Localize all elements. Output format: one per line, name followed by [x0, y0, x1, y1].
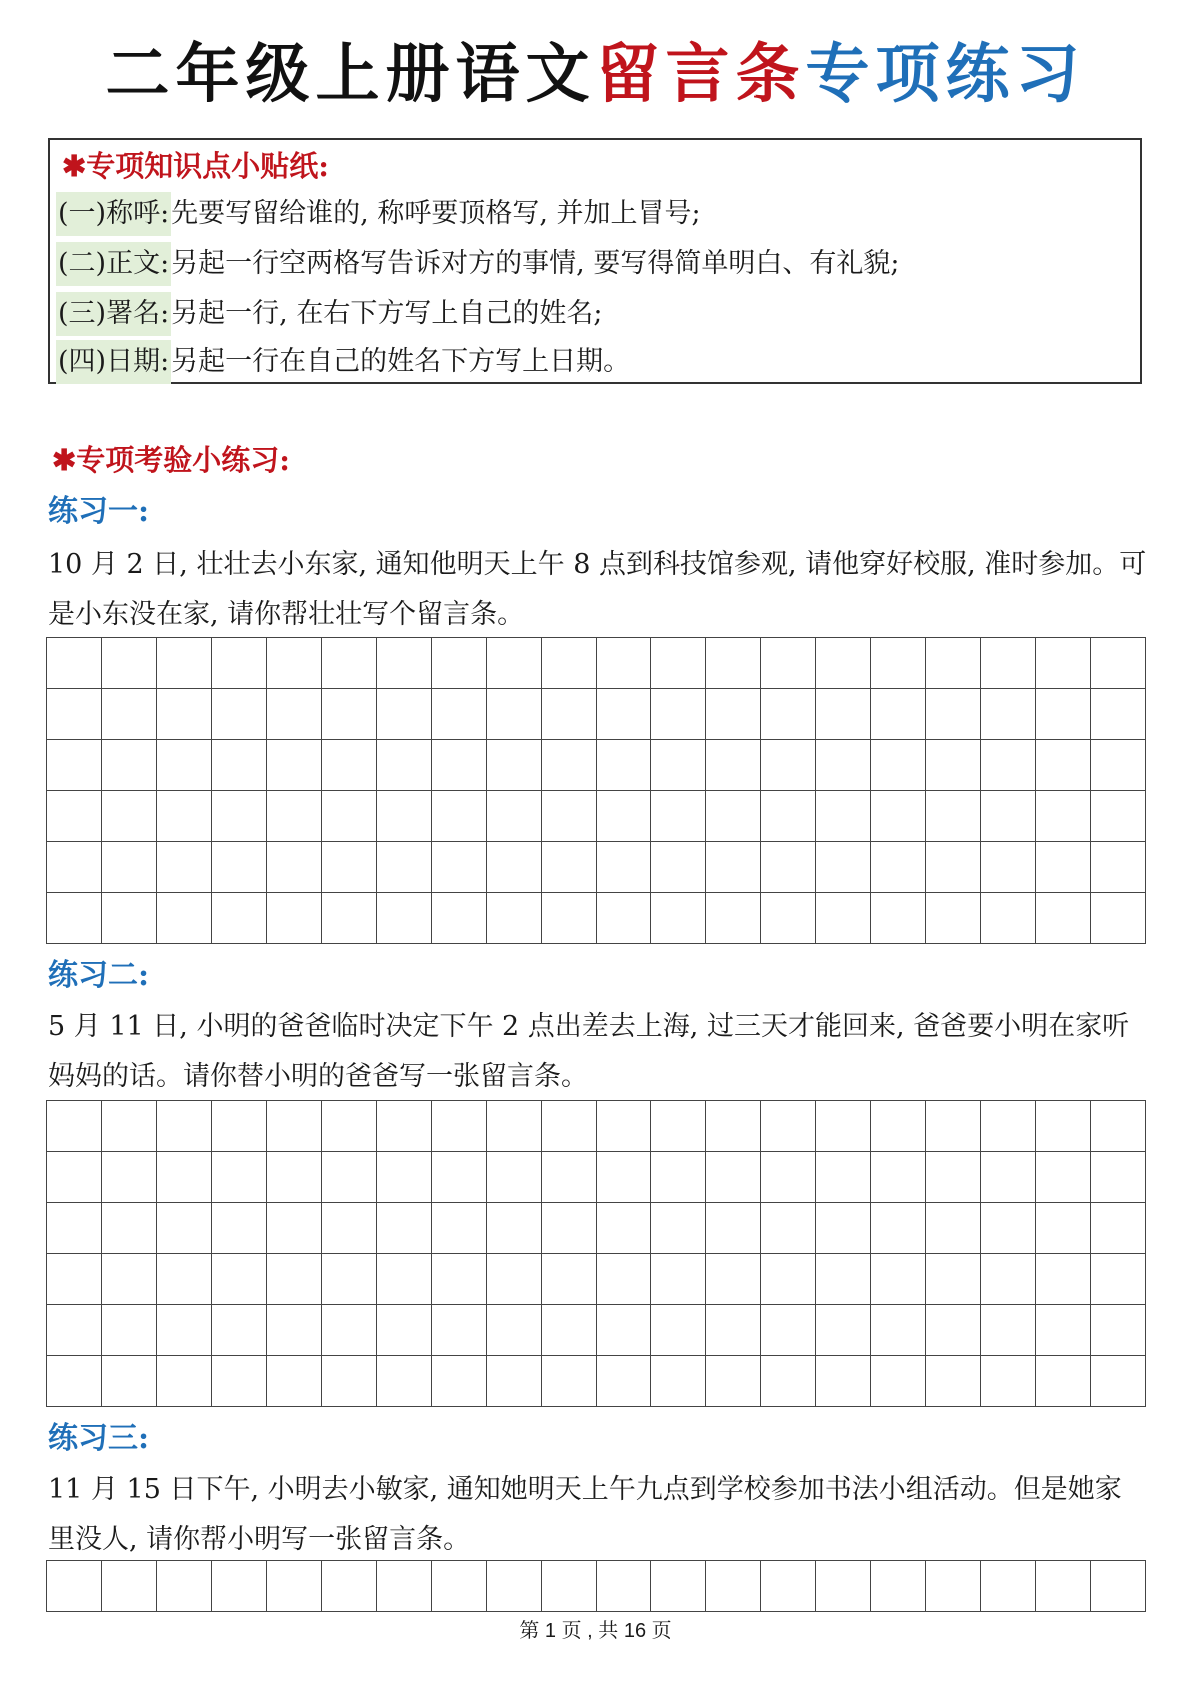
grid-cell[interactable]	[377, 791, 432, 842]
grid-cell[interactable]	[212, 1254, 267, 1305]
grid-cell[interactable]	[651, 893, 706, 944]
grid-cell[interactable]	[926, 842, 981, 893]
grid-cell[interactable]	[157, 791, 212, 842]
grid-cell[interactable]	[706, 1305, 761, 1356]
grid-cell[interactable]	[981, 740, 1036, 791]
grid-cell[interactable]	[487, 1356, 542, 1407]
grid-cell[interactable]	[651, 638, 706, 689]
grid-cell[interactable]	[816, 689, 871, 740]
grid-cell[interactable]	[651, 1356, 706, 1407]
grid-cell[interactable]	[871, 1254, 926, 1305]
grid-cell[interactable]	[1091, 1152, 1146, 1203]
grid-cell[interactable]	[542, 638, 597, 689]
grid-cell[interactable]	[102, 1305, 157, 1356]
grid-cell[interactable]	[1091, 740, 1146, 791]
grid-cell[interactable]	[981, 1305, 1036, 1356]
grid-cell[interactable]	[47, 791, 102, 842]
grid-cell[interactable]	[871, 1203, 926, 1254]
grid-cell[interactable]	[542, 1152, 597, 1203]
grid-cell[interactable]	[157, 740, 212, 791]
grid-cell[interactable]	[542, 1101, 597, 1152]
grid-cell[interactable]	[102, 791, 157, 842]
exercise-1-text: 10 月 2 日, 壮壮去小东家, 通知他明天上午 8 点到科技馆参观, 请他穿好校服, 准时参加。可是小东没在家, 请你帮壮壮写个留言条。	[48, 549, 1147, 630]
grid-cell[interactable]	[102, 893, 157, 944]
grid-cell[interactable]	[926, 893, 981, 944]
grid-cell[interactable]	[1091, 791, 1146, 842]
grid-cell[interactable]	[157, 1254, 212, 1305]
grid-cell[interactable]	[377, 740, 432, 791]
title-part-2: 留言条	[595, 38, 806, 112]
knowledge-item-text: 另起一行空两格写告诉对方的事情, 要写得简单明白、有礼貌;	[171, 248, 900, 279]
grid-cell[interactable]	[47, 1305, 102, 1356]
grid-cell[interactable]	[267, 1356, 322, 1407]
grid-cell[interactable]	[212, 1101, 267, 1152]
grid-cell[interactable]	[651, 740, 706, 791]
grid-cell[interactable]	[487, 842, 542, 893]
grid-cell[interactable]	[102, 1356, 157, 1407]
title-part-1: 二年级上册语文	[105, 38, 596, 112]
grid-cell[interactable]	[377, 638, 432, 689]
practice-heading: ✱专项考验小练习:	[52, 443, 291, 477]
grid-cell[interactable]	[651, 791, 706, 842]
grid-cell[interactable]	[377, 1356, 432, 1407]
grid-cell[interactable]	[542, 893, 597, 944]
grid-cell[interactable]	[542, 1305, 597, 1356]
grid-cell[interactable]	[47, 1152, 102, 1203]
grid-cell[interactable]	[432, 1305, 487, 1356]
grid-cell[interactable]	[102, 1101, 157, 1152]
grid-cell[interactable]	[816, 791, 871, 842]
grid-cell[interactable]	[981, 1254, 1036, 1305]
grid-cell[interactable]	[542, 1561, 597, 1612]
grid-cell[interactable]	[761, 1561, 816, 1612]
grid-cell[interactable]	[597, 689, 652, 740]
grid-cell[interactable]	[706, 1561, 761, 1612]
grid-cell[interactable]	[706, 1254, 761, 1305]
grid-cell[interactable]	[542, 689, 597, 740]
grid-cell[interactable]	[597, 842, 652, 893]
grid-cell[interactable]	[377, 1254, 432, 1305]
grid-cell[interactable]	[871, 740, 926, 791]
grid-cell[interactable]	[981, 893, 1036, 944]
grid-cell[interactable]	[267, 740, 322, 791]
grid-cell[interactable]	[487, 638, 542, 689]
grid-cell[interactable]	[981, 1152, 1036, 1203]
grid-cell[interactable]	[597, 791, 652, 842]
grid-cell[interactable]	[1091, 1356, 1146, 1407]
grid-cell[interactable]	[981, 791, 1036, 842]
knowledge-item-text: 先要写留给谁的, 称呼要顶格写, 并加上冒号;	[171, 198, 701, 229]
grid-cell[interactable]	[47, 1203, 102, 1254]
grid-cell[interactable]	[761, 1152, 816, 1203]
grid-cell[interactable]	[377, 1305, 432, 1356]
grid-cell[interactable]	[102, 842, 157, 893]
grid-cell[interactable]	[651, 842, 706, 893]
grid-cell[interactable]	[267, 1101, 322, 1152]
grid-cell[interactable]	[597, 740, 652, 791]
grid-cell[interactable]	[816, 1561, 871, 1612]
grid-cell[interactable]	[1036, 1561, 1091, 1612]
grid-cell[interactable]	[47, 740, 102, 791]
grid-cell[interactable]	[432, 689, 487, 740]
grid-cell[interactable]	[926, 1254, 981, 1305]
grid-cell[interactable]	[267, 893, 322, 944]
grid-cell[interactable]	[651, 689, 706, 740]
grid-cell[interactable]	[322, 740, 377, 791]
exercise-3-title: 练习三:	[48, 1421, 150, 1456]
grid-cell[interactable]	[157, 1305, 212, 1356]
grid-cell[interactable]	[322, 893, 377, 944]
knowledge-item-text: 另起一行在自己的姓名下方写上日期。	[171, 346, 631, 377]
grid-cell[interactable]	[267, 791, 322, 842]
grid-cell[interactable]	[212, 638, 267, 689]
grid-cell[interactable]	[1036, 740, 1091, 791]
grid-cell[interactable]	[212, 1561, 267, 1612]
exercise-3-text: 11 月 15 日下午, 小明去小敏家, 通知她明天上午九点到学校参加书法小组活动。但是她家里没人, 请你帮小明写一张留言条。	[48, 1474, 1122, 1555]
grid-cell[interactable]	[1091, 1305, 1146, 1356]
grid-cell[interactable]	[761, 638, 816, 689]
grid-cell[interactable]	[981, 1101, 1036, 1152]
grid-cell[interactable]	[816, 1101, 871, 1152]
grid-cell[interactable]	[47, 893, 102, 944]
grid-cell[interactable]	[926, 1356, 981, 1407]
knowledge-item	[56, 192, 701, 236]
grid-cell[interactable]	[1091, 1254, 1146, 1305]
exercise-1-title: 练习一:	[48, 494, 150, 529]
grid-cell[interactable]	[1036, 842, 1091, 893]
grid-cell[interactable]	[1036, 1101, 1091, 1152]
title-part-3: 专项练习	[805, 38, 1086, 112]
grid-cell[interactable]	[597, 1305, 652, 1356]
grid-cell[interactable]	[871, 842, 926, 893]
grid-cell[interactable]	[1091, 842, 1146, 893]
grid-cell[interactable]	[981, 1356, 1036, 1407]
grid-cell[interactable]	[816, 1203, 871, 1254]
grid-cell[interactable]	[706, 893, 761, 944]
grid-cell[interactable]	[706, 638, 761, 689]
grid-cell[interactable]	[706, 1356, 761, 1407]
knowledge-item-label: (三)署名:	[56, 292, 171, 336]
writing-grid-3[interactable]	[46, 1560, 1146, 1612]
grid-cell[interactable]	[102, 1561, 157, 1612]
knowledge-item-label: (一)称呼:	[56, 192, 171, 236]
grid-cell[interactable]	[487, 1305, 542, 1356]
grid-cell[interactable]	[706, 689, 761, 740]
grid-cell[interactable]	[212, 1203, 267, 1254]
grid-cell[interactable]	[322, 1305, 377, 1356]
knowledge-heading: ✱专项知识点小贴纸:	[62, 149, 330, 183]
grid-cell[interactable]	[1091, 893, 1146, 944]
grid-cell[interactable]	[432, 638, 487, 689]
grid-cell[interactable]	[871, 1305, 926, 1356]
grid-cell[interactable]	[157, 689, 212, 740]
grid-cell[interactable]	[432, 1203, 487, 1254]
grid-cell[interactable]	[761, 1254, 816, 1305]
grid-cell[interactable]	[597, 1203, 652, 1254]
grid-cell[interactable]	[1036, 1356, 1091, 1407]
knowledge-item-label: (二)正文:	[56, 242, 171, 286]
grid-cell[interactable]	[651, 1254, 706, 1305]
grid-cell[interactable]	[487, 1254, 542, 1305]
grid-cell[interactable]	[816, 1254, 871, 1305]
knowledge-item-text: 另起一行, 在右下方写上自己的姓名;	[171, 298, 603, 329]
grid-cell[interactable]	[1036, 893, 1091, 944]
grid-cell[interactable]	[761, 689, 816, 740]
knowledge-item-label: (四)日期:	[56, 340, 171, 384]
grid-cell[interactable]	[322, 638, 377, 689]
grid-cell[interactable]	[432, 1101, 487, 1152]
grid-cell[interactable]	[212, 1305, 267, 1356]
grid-cell[interactable]	[871, 1152, 926, 1203]
grid-cell[interactable]	[322, 1203, 377, 1254]
grid-cell[interactable]	[981, 842, 1036, 893]
grid-cell[interactable]	[47, 1254, 102, 1305]
grid-cell[interactable]	[871, 1356, 926, 1407]
grid-cell[interactable]	[47, 638, 102, 689]
grid-cell[interactable]	[322, 1254, 377, 1305]
grid-cell[interactable]	[926, 791, 981, 842]
grid-cell[interactable]	[432, 842, 487, 893]
grid-cell[interactable]	[377, 893, 432, 944]
grid-cell[interactable]	[926, 1561, 981, 1612]
grid-cell[interactable]	[157, 842, 212, 893]
grid-cell[interactable]	[267, 1203, 322, 1254]
grid-cell[interactable]	[651, 1101, 706, 1152]
grid-cell[interactable]	[47, 842, 102, 893]
page-title	[0, 30, 1191, 120]
grid-cell[interactable]	[761, 740, 816, 791]
grid-cell[interactable]	[926, 1305, 981, 1356]
grid-cell[interactable]	[157, 1561, 212, 1612]
grid-cell[interactable]	[102, 689, 157, 740]
grid-cell[interactable]	[157, 638, 212, 689]
grid-cell[interactable]	[926, 1203, 981, 1254]
grid-cell[interactable]	[816, 1152, 871, 1203]
grid-cell[interactable]	[322, 842, 377, 893]
grid-cell[interactable]	[706, 791, 761, 842]
grid-cell[interactable]	[816, 842, 871, 893]
grid-cell[interactable]	[212, 1356, 267, 1407]
grid-cell[interactable]	[47, 1101, 102, 1152]
grid-cell[interactable]	[322, 791, 377, 842]
grid-cell[interactable]	[597, 1254, 652, 1305]
grid-cell[interactable]	[1036, 689, 1091, 740]
grid-cell[interactable]	[432, 791, 487, 842]
grid-cell[interactable]	[432, 1152, 487, 1203]
grid-cell[interactable]	[212, 1152, 267, 1203]
grid-cell[interactable]	[1091, 1561, 1146, 1612]
grid-cell[interactable]	[377, 1203, 432, 1254]
grid-cell[interactable]	[377, 1101, 432, 1152]
knowledge-item	[56, 242, 899, 286]
grid-cell[interactable]	[761, 893, 816, 944]
knowledge-item	[56, 292, 602, 336]
grid-cell[interactable]	[102, 740, 157, 791]
grid-cell[interactable]	[651, 1203, 706, 1254]
grid-cell[interactable]	[267, 638, 322, 689]
grid-cell[interactable]	[487, 1101, 542, 1152]
grid-cell[interactable]	[212, 791, 267, 842]
grid-cell[interactable]	[597, 893, 652, 944]
grid-cell[interactable]	[487, 689, 542, 740]
grid-cell[interactable]	[542, 740, 597, 791]
grid-cell[interactable]	[487, 740, 542, 791]
grid-cell[interactable]	[816, 638, 871, 689]
knowledge-box	[48, 138, 1142, 384]
grid-cell[interactable]	[651, 1561, 706, 1612]
writing-grid-1[interactable]	[46, 637, 1146, 944]
grid-cell[interactable]	[542, 1356, 597, 1407]
grid-cell[interactable]	[1036, 1254, 1091, 1305]
grid-cell[interactable]	[212, 842, 267, 893]
grid-cell[interactable]	[322, 1561, 377, 1612]
grid-cell[interactable]	[157, 1152, 212, 1203]
grid-cell[interactable]	[1036, 1305, 1091, 1356]
grid-cell[interactable]	[267, 1305, 322, 1356]
grid-cell[interactable]	[1036, 1152, 1091, 1203]
grid-cell[interactable]	[267, 842, 322, 893]
grid-cell[interactable]	[816, 893, 871, 944]
grid-cell[interactable]	[926, 1101, 981, 1152]
grid-cell[interactable]	[157, 1203, 212, 1254]
grid-cell[interactable]	[212, 893, 267, 944]
grid-cell[interactable]	[926, 740, 981, 791]
grid-cell[interactable]	[706, 1152, 761, 1203]
grid-cell[interactable]	[212, 740, 267, 791]
grid-cell[interactable]	[871, 689, 926, 740]
grid-cell[interactable]	[377, 689, 432, 740]
grid-cell[interactable]	[102, 1203, 157, 1254]
grid-cell[interactable]	[212, 689, 267, 740]
grid-cell[interactable]	[432, 1254, 487, 1305]
writing-grid-2[interactable]	[46, 1100, 1146, 1407]
grid-cell[interactable]	[47, 1561, 102, 1612]
grid-cell[interactable]	[377, 1561, 432, 1612]
grid-cell[interactable]	[761, 1356, 816, 1407]
grid-cell[interactable]	[706, 740, 761, 791]
grid-cell[interactable]	[542, 791, 597, 842]
grid-cell[interactable]	[157, 1101, 212, 1152]
grid-cell[interactable]	[322, 1101, 377, 1152]
grid-cell[interactable]	[597, 1101, 652, 1152]
grid-cell[interactable]	[47, 1356, 102, 1407]
knowledge-item	[56, 340, 630, 384]
grid-cell[interactable]	[597, 1152, 652, 1203]
grid-cell[interactable]	[487, 1561, 542, 1612]
grid-cell[interactable]	[981, 1561, 1036, 1612]
exercise-2-title: 练习二:	[48, 958, 150, 993]
grid-cell[interactable]	[706, 1101, 761, 1152]
grid-cell[interactable]	[377, 842, 432, 893]
grid-cell[interactable]	[1036, 791, 1091, 842]
grid-cell[interactable]	[47, 689, 102, 740]
grid-cell[interactable]	[1091, 1101, 1146, 1152]
grid-cell[interactable]	[102, 638, 157, 689]
grid-cell[interactable]	[871, 638, 926, 689]
grid-cell[interactable]	[542, 1203, 597, 1254]
grid-cell[interactable]	[926, 689, 981, 740]
grid-cell[interactable]	[761, 1101, 816, 1152]
grid-cell[interactable]	[432, 893, 487, 944]
grid-cell[interactable]	[267, 1152, 322, 1203]
grid-cell[interactable]	[871, 1561, 926, 1612]
grid-cell[interactable]	[157, 1356, 212, 1407]
grid-cell[interactable]	[267, 1561, 322, 1612]
grid-cell[interactable]	[871, 1101, 926, 1152]
grid-cell[interactable]	[597, 638, 652, 689]
grid-cell[interactable]	[816, 1356, 871, 1407]
grid-cell[interactable]	[322, 1152, 377, 1203]
page-footer: 第 1 页 , 共 16 页	[519, 1620, 672, 1642]
grid-cell[interactable]	[102, 1152, 157, 1203]
grid-cell[interactable]	[267, 1254, 322, 1305]
grid-cell[interactable]	[322, 1356, 377, 1407]
grid-cell[interactable]	[651, 1305, 706, 1356]
grid-cell[interactable]	[1091, 638, 1146, 689]
grid-cell[interactable]	[706, 842, 761, 893]
grid-cell[interactable]	[322, 689, 377, 740]
grid-cell[interactable]	[487, 791, 542, 842]
grid-cell[interactable]	[102, 1254, 157, 1305]
grid-cell[interactable]	[267, 689, 322, 740]
grid-cell[interactable]	[816, 1305, 871, 1356]
grid-cell[interactable]	[871, 791, 926, 842]
grid-cell[interactable]	[487, 1152, 542, 1203]
grid-cell[interactable]	[926, 1152, 981, 1203]
grid-cell[interactable]	[981, 638, 1036, 689]
grid-cell[interactable]	[542, 1254, 597, 1305]
grid-cell[interactable]	[1091, 689, 1146, 740]
grid-cell[interactable]	[432, 1561, 487, 1612]
grid-cell[interactable]	[871, 893, 926, 944]
grid-cell[interactable]	[651, 1152, 706, 1203]
grid-cell[interactable]	[706, 1203, 761, 1254]
grid-cell[interactable]	[926, 638, 981, 689]
grid-cell[interactable]	[432, 740, 487, 791]
grid-cell[interactable]	[597, 1561, 652, 1612]
grid-cell[interactable]	[1036, 1203, 1091, 1254]
grid-cell[interactable]	[1091, 1203, 1146, 1254]
grid-cell[interactable]	[981, 689, 1036, 740]
grid-cell[interactable]	[487, 1203, 542, 1254]
grid-cell[interactable]	[432, 1356, 487, 1407]
grid-cell[interactable]	[816, 740, 871, 791]
grid-cell[interactable]	[981, 1203, 1036, 1254]
grid-cell[interactable]	[761, 1305, 816, 1356]
grid-cell[interactable]	[761, 842, 816, 893]
grid-cell[interactable]	[487, 893, 542, 944]
grid-cell[interactable]	[542, 842, 597, 893]
grid-cell[interactable]	[761, 1203, 816, 1254]
exercise-2-text: 5 月 11 日, 小明的爸爸临时决定下午 2 点出差去上海, 过三天才能回来, 爸爸要小明在家听妈妈的话。请你替小明的爸爸写一张留言条。	[48, 1011, 1130, 1092]
grid-cell[interactable]	[377, 1152, 432, 1203]
grid-cell[interactable]	[597, 1356, 652, 1407]
grid-cell[interactable]	[1036, 638, 1091, 689]
grid-cell[interactable]	[157, 893, 212, 944]
grid-cell[interactable]	[761, 791, 816, 842]
